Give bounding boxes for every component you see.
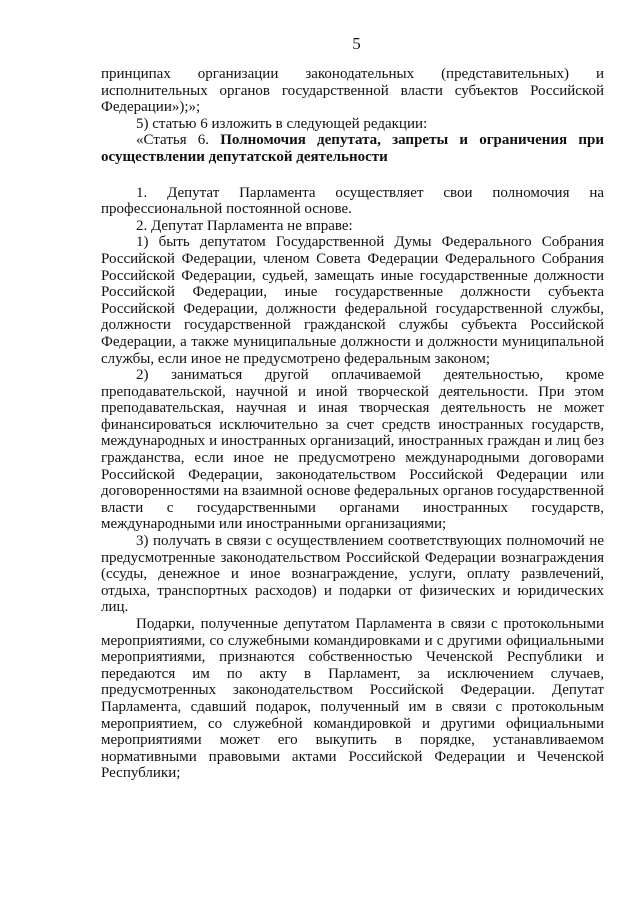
item-5-paragraph: 5) статью 6 изложить в следующей редакции:	[136, 115, 428, 132]
gifts-paragraph: Подарки, полученные депутатом Парламента в связи с протокольными мероприятиями, со служебными командировками и с другими официальными мероприятиями, признаются собственностью Чеченской Республики и передаются им по акту в Парламент, за исключением случаев, предусмотренных законодательством Российской Федерации. Депутат Парламента, сдавший подарок, полученный им в связи с протокольным мероприятием, со служебной командировкой и другими официальными мероприятиями может его выкупить в порядке, устанавливаемом нормативными правовыми актами Российской Федерации и Чеченской Республики;	[101, 616, 604, 782]
article-prefix: «Статья 6.	[136, 132, 210, 149]
subclause-2-paragraph: 2) заниматься другой оплачиваемой деятельностью, кроме преподавательской, научной и иной творческой деятельности. При этом преподавательская, научная и иная творческая деятельность не может финансироваться исключительно за счет средств иностранных государств, международных и иностранных организаций, иностранных граждан и лиц без гражданства, если иное не предусмотрено международными договорами Российской Федерации, законодательством Российской Федерации или договоренностями на взаимной основе федеральных органов государственной власти с государственными органами иностранных государств, международными или иностранными организациями;	[101, 367, 604, 533]
clause-2-paragraph: 2. Депутат Парламента не вправе:	[136, 217, 353, 234]
subclause-1-paragraph: 1) быть депутатом Государственной Думы Федерального Собрания Российской Федерации, членом Совета Федерации Федерального Собрания Российской Федерации, судьей, замещать иные государственные должности Российской Федерации, иные государственные должности субъекта Российской Федерации, должности федеральной государственной службы, должности государственной гражданской службы субъекта Российской Федерации, а также муниципальные должности и должности муниципальной службы, если иное не предусмотрено федеральным законом;	[101, 234, 604, 367]
document-body	[101, 66, 604, 782]
article-title: Полномочия депутата, запреты и ограничения при осуществлении депутатской деятельности	[101, 132, 604, 165]
subclause-3-paragraph: 3) получать в связи с осуществлением соответствующих полномочий не предусмотренные законодательством Российской Федерации вознаграждения (ссуды, денежное и иное вознаграждение, услуги, оплату развлечений, отдыха, транспортных расходов) и подарки от физических и юридических лиц.	[101, 533, 604, 616]
clause-1-paragraph: 1. Депутат Парламента осуществляет свои полномочия на профессиональной постоянной основе.	[101, 184, 604, 218]
article-heading	[101, 132, 604, 165]
page-number: 5	[352, 34, 361, 53]
intro-paragraph: принципах организации законодательных (представительных) и исполнительных органов государственной власти субъектов Российской Федерации»);»;	[101, 66, 604, 116]
